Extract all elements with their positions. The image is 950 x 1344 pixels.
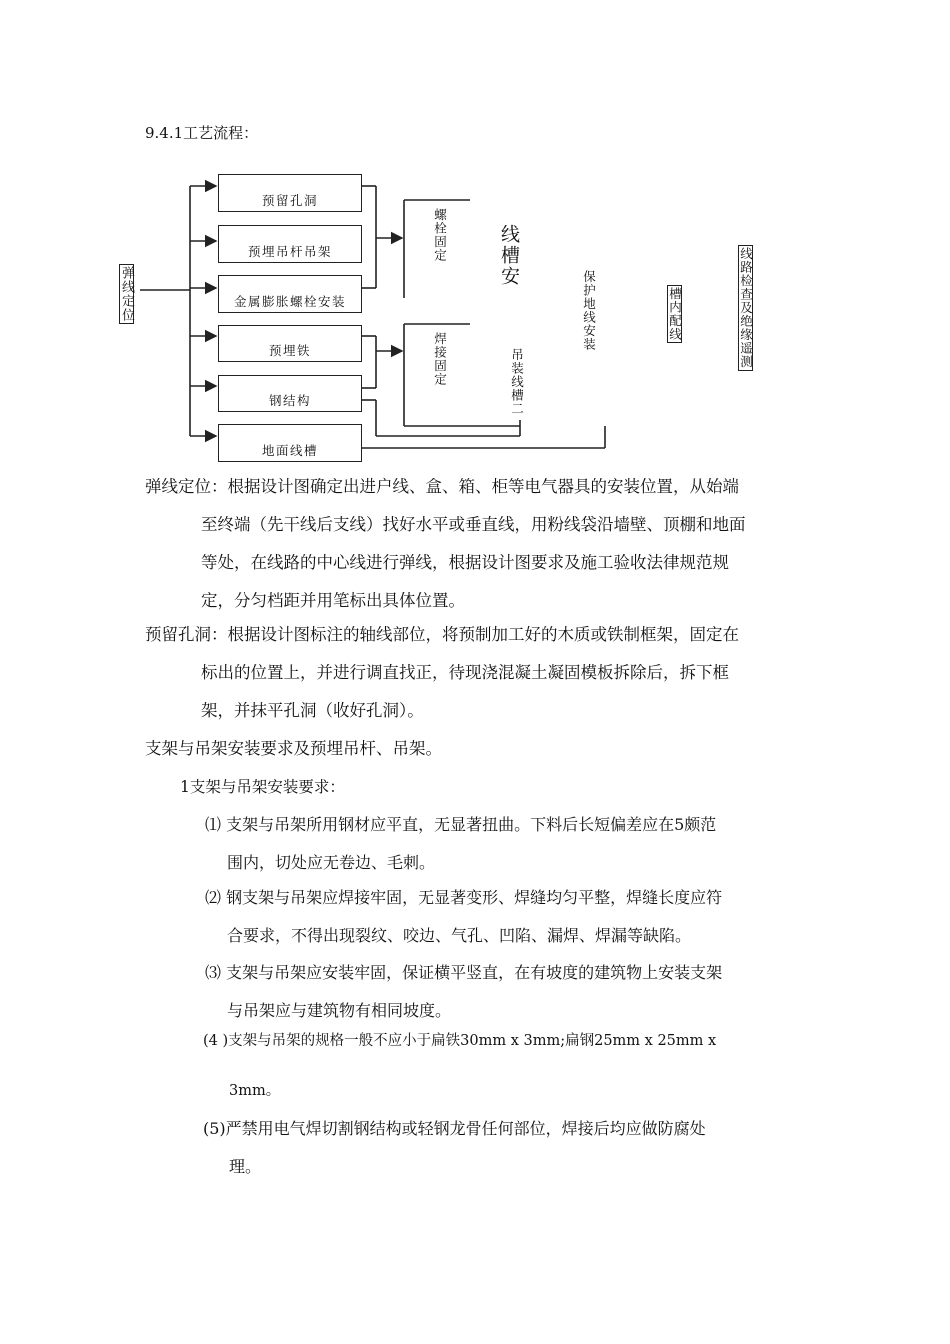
flow-start-label: 弹线定位	[119, 266, 134, 322]
flow-wiring: 槽内配线	[667, 287, 683, 341]
flow-box-expansion-bolt: 金属膨胀螺栓安装	[218, 275, 362, 313]
text-line: 3mm。	[229, 1083, 281, 1099]
list-item-4	[203, 1022, 823, 1110]
text-line: 与吊架应与建筑物有相同坡度。	[227, 1001, 452, 1020]
flow-box-embedded-hanger: 预埋吊杆吊架	[218, 225, 362, 263]
flow-box-embedded-iron: 预埋铁	[218, 325, 362, 362]
text-line: 合要求，不得出现裂纹、咬边、气孔、凹陷、漏焊、焊漏等缺陷。	[227, 926, 692, 945]
text-line: 理。	[229, 1157, 262, 1176]
text-line: 架，并抹平孔洞（收好孔洞）。	[201, 701, 424, 720]
text-line: 定，分匀档距并用笔标出具体位置。	[201, 591, 465, 610]
list-item-1	[205, 806, 825, 882]
text-line: ⑶ 支架与吊架应安装牢固，保证横平竖直，在有坡度的建筑物上安装支架	[205, 963, 723, 982]
flow-box-reserve-hole: 预留孔洞	[218, 174, 362, 212]
flowchart-lines	[0, 0, 950, 470]
flow-box-floor-trunk: 地面线槽	[218, 424, 362, 462]
section-heading: 9.4.1工艺流程：	[145, 124, 259, 142]
text-line: (5)严禁用电气焊切割钢结构或轻钢龙骨任何部位，焊接后均应做防腐处	[203, 1119, 706, 1138]
text-line: 至终端（先干线后支线）找好水平或垂直线，用粉线袋沿墙壁、顶棚和地面	[201, 515, 746, 534]
text-line: 弹线定位：根据设计图确定出进户线、盒、箱、柜等电气器具的安装位置，从始端	[145, 477, 739, 496]
text-line: ⑴ 支架与吊架所用钢材应平直，无显著扭曲。下料后长短偏差应在5颇范	[205, 815, 717, 834]
paragraph-support-requirements: 1支架与吊架安装要求：	[180, 778, 345, 796]
flow-hang-trunk: 吊装线槽二	[509, 348, 525, 416]
text-line: ⑵ 钢支架与吊架应焊接牢固，无显著变形、焊缝均匀平整，焊缝长度应符	[205, 888, 723, 907]
text-line: 预留孔洞：根据设计图标注的轴线部位，将预制加工好的木质或铁制框架，固定在	[145, 625, 739, 644]
paragraph-reserve-hole	[145, 616, 825, 730]
flow-trunk-install: 线槽安	[498, 224, 520, 287]
paragraph-snap-line	[145, 468, 825, 620]
text-line: 标出的位置上，并进行调直找正，待现浇混凝土凝固模板拆除后，拆下框	[201, 663, 729, 682]
paragraph-support-title: 支架与吊架安装要求及预埋吊杆、吊架。	[145, 739, 442, 758]
flow-ground-install: 保护地线安装	[581, 270, 597, 351]
text-line: (4 )支架与吊架的规格一般不应小于扁铁30mm x 3mm;扁钢25mm x 25mm x	[203, 1033, 717, 1049]
list-item-2	[205, 879, 825, 955]
list-item-5	[203, 1110, 823, 1186]
flow-bolt-fix: 螺栓固定	[432, 208, 448, 262]
flow-inspection: 线路检查及绝缘遥测	[738, 247, 754, 369]
text-line: 围内，切处应无卷边、毛刺。	[227, 853, 436, 872]
flow-box-steel-structure: 钢结构	[218, 375, 362, 412]
text-line: 等处，在线路的中心线进行弹线，根据设计图要求及施工验收法律规范规	[201, 553, 729, 572]
flow-weld-fix: 焊接固定	[432, 332, 448, 386]
list-item-3	[205, 954, 825, 1030]
